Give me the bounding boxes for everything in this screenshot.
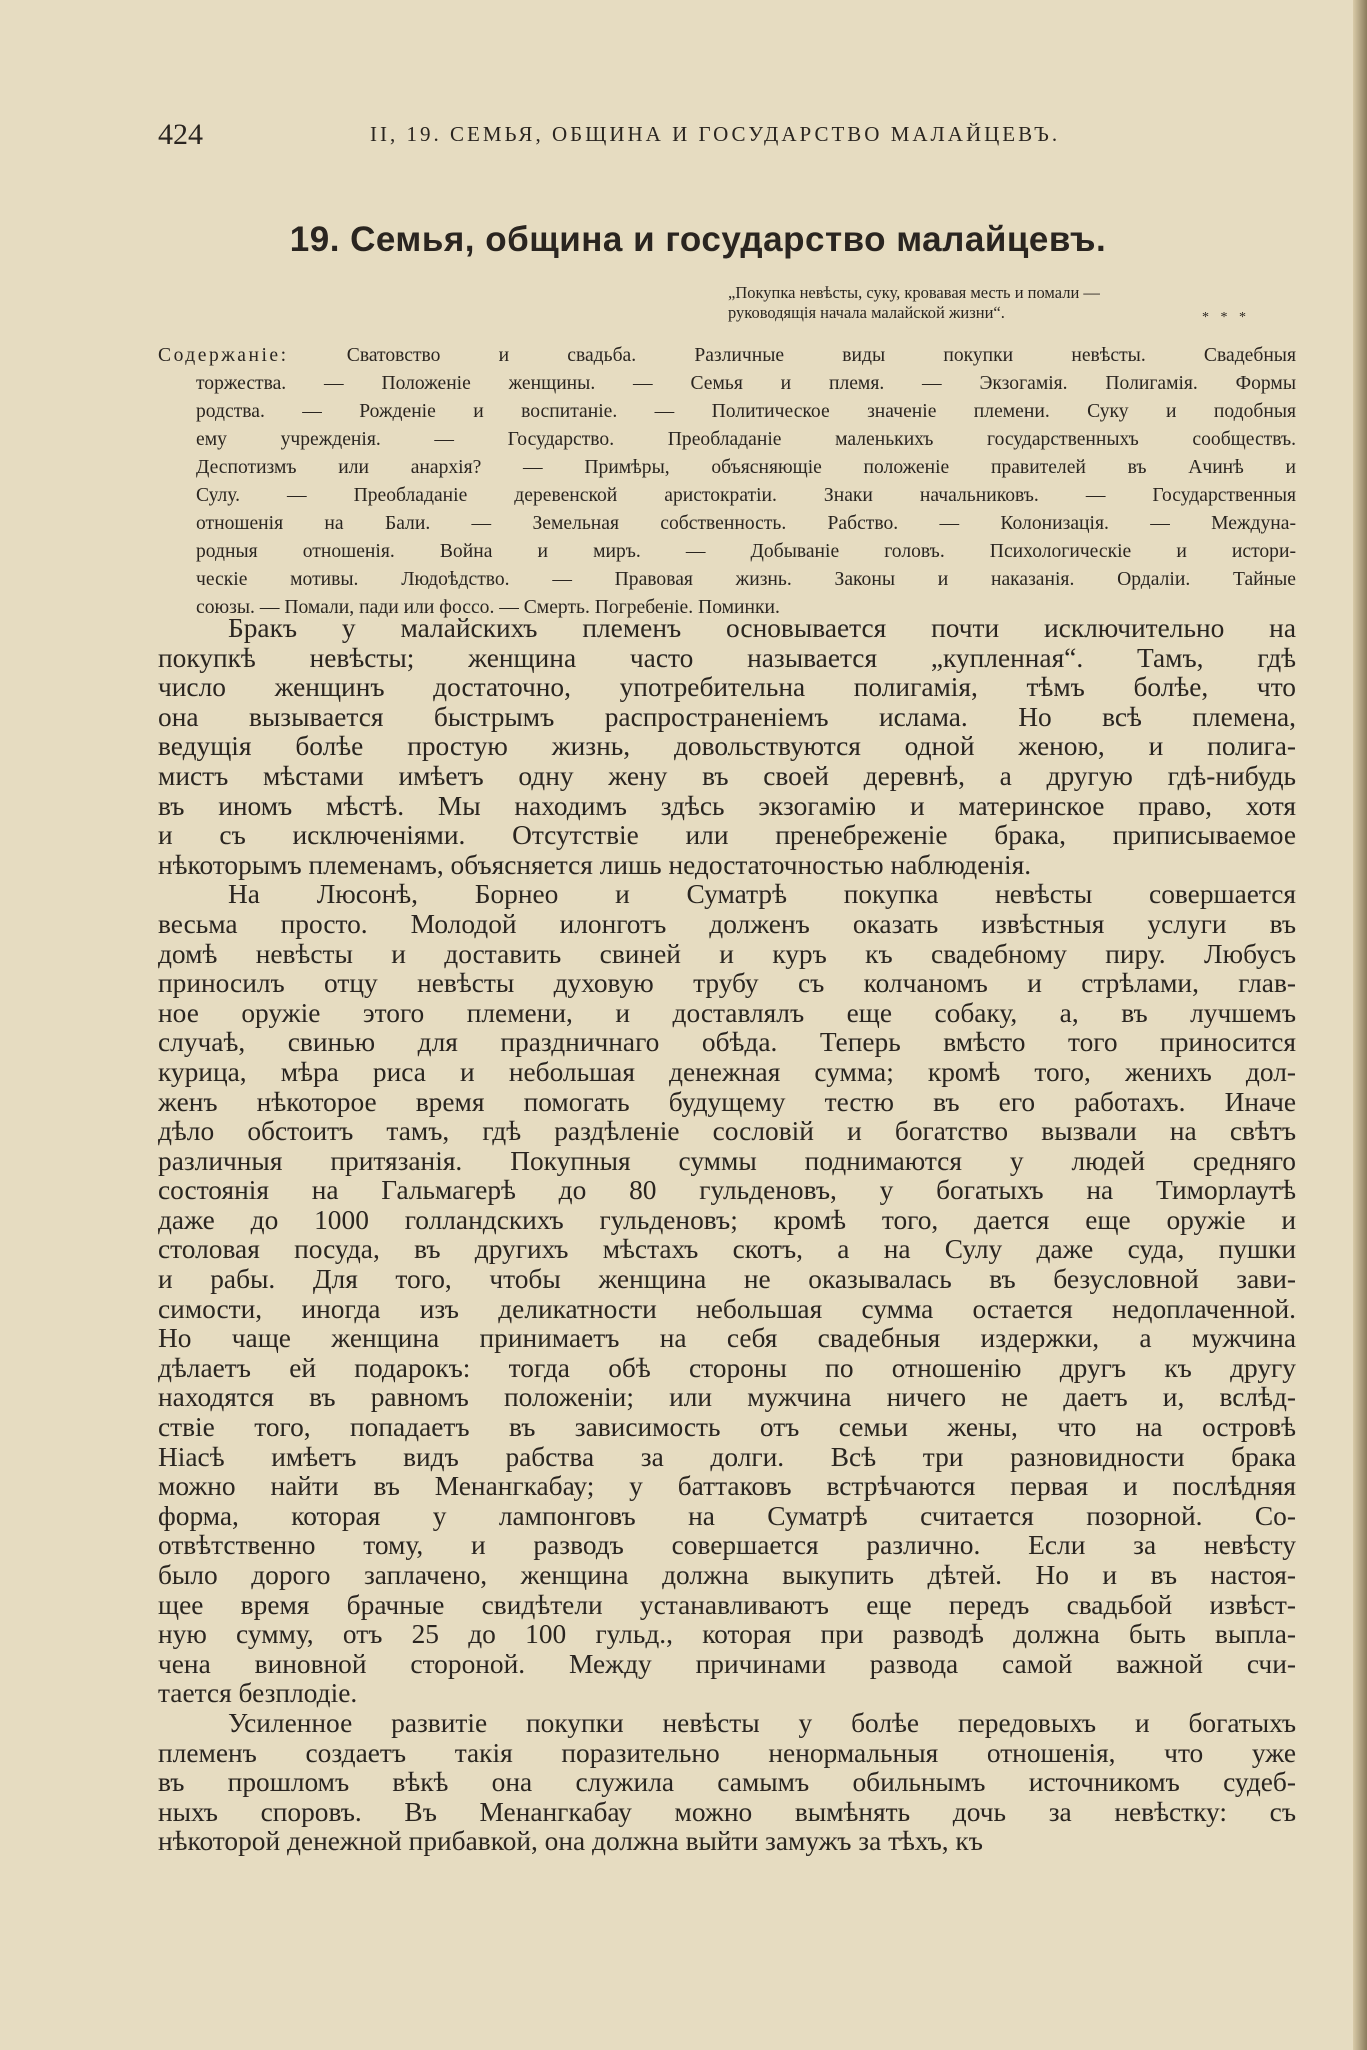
body-text bbox=[158, 614, 1296, 1857]
summary-line: союзы. — Помали, пади или фоссо. — Смерть. Погребеніе. Поминки. bbox=[196, 597, 780, 618]
body-line: находятся въ равномъ положеніи; или мужчина ничего не даетъ и, вслѣд- bbox=[158, 1383, 1296, 1413]
summary-line: родства. — Рожденіе и воспитаніе. — Политическое значеніе племени. Суку и подобныя bbox=[196, 401, 1296, 422]
body-line: столовая посуда, въ другихъ мѣстахъ скотъ, а на Сулу даже суда, пушки bbox=[158, 1235, 1296, 1265]
running-title: II, 19. СЕМЬЯ, ОБЩИНА И ГОСУДАРСТВО МАЛАЙЦЕВЪ. bbox=[370, 122, 1061, 146]
running-head bbox=[158, 118, 1238, 158]
body-line: ведущія болѣе простую жизнь, довольствуются одной женою, и полига- bbox=[158, 732, 1296, 762]
body-line: щее время брачные свидѣтели устанавливаютъ еще передъ свадьбой извѣст- bbox=[158, 1590, 1296, 1620]
body-line: ную сумму, отъ 25 до 100 гульд., которая при разводѣ должна быть выпла- bbox=[158, 1620, 1296, 1650]
body-line: въ иномъ мѣстѣ. Мы находимъ здѣсь экзогамію и материнское право, хотя bbox=[158, 791, 1296, 821]
body-line: дѣлаетъ ей подарокъ: тогда обѣ стороны по отношенію другъ къ другу bbox=[158, 1353, 1296, 1383]
body-line: На Люсонѣ, Борнео и Суматрѣ покупка невѣсты совершается bbox=[228, 880, 1296, 910]
summary-line: Содержаніе: Сватовство и свадьба. Различные виды покупки невѣсты. Свадебныя bbox=[158, 345, 1296, 366]
body-line: форма, которая у лампонговъ на Суматрѣ считается позорной. Со- bbox=[158, 1501, 1296, 1531]
body-line: и съ исключеніями. Отсутствіе или пренебреженіе брака, приписываемое bbox=[158, 821, 1296, 851]
body-line: Усиленное развитіе покупки невѣсты у болѣе передовыхъ и богатыхъ bbox=[228, 1708, 1296, 1738]
body-line: и рабы. Для того, чтобы женщина не оказывалась въ безусловной зави- bbox=[158, 1265, 1296, 1295]
epigraph-line: руководящія начала малайской жизни“. bbox=[728, 303, 1005, 322]
body-line: число женщинъ достаточно, употребительна полигамія, тѣмъ болѣе, что bbox=[158, 673, 1296, 703]
summary-line: торжества. — Положеніе женщины. — Семья и племя. — Экзогамія. Полигамія. Формы bbox=[196, 373, 1296, 394]
body-line: весьма просто. Молодой илонготъ долженъ оказать извѣстныя услуги въ bbox=[158, 909, 1296, 939]
body-line: отвѣтственно тому, и разводъ совершается различно. Если за невѣсту bbox=[158, 1531, 1296, 1561]
body-line: мистъ мѣстами имѣетъ одну жену въ своей деревнѣ, а другую гдѣ-нибудь bbox=[158, 761, 1296, 791]
summary-line: ему учрежденія. — Государство. Преобладаніе маленькихъ государственныхъ сообществъ. bbox=[196, 429, 1296, 450]
body-line: можно найти въ Менангкабау; у баттаковъ встрѣчаются первая и послѣдняя bbox=[158, 1472, 1296, 1502]
body-line: женъ нѣкоторое время помогать будущему тестю въ его работахъ. Иначе bbox=[158, 1087, 1296, 1117]
body-line: курица, мѣра риса и небольшая денежная сумма; кромѣ того, женихъ дол- bbox=[158, 1057, 1296, 1087]
summary-label: Содержаніе: bbox=[158, 345, 289, 366]
summary-line: родныя отношенія. Война и миръ. — Добываніе головъ. Психологическіе и истори- bbox=[196, 541, 1296, 562]
epigraph-stars: * * * bbox=[1202, 310, 1250, 325]
body-line: нѣкоторымъ племенамъ, объясняется лишь недостаточностью наблюденія. bbox=[158, 850, 1032, 880]
body-line: состоянія на Гальмагерѣ до 80 гульденовъ, у богатыхъ на Тиморлаутѣ bbox=[158, 1176, 1296, 1206]
summary-line: Сулу. — Преобладаніе деревенской аристократіи. Знаки начальниковъ. — Государственныя bbox=[196, 485, 1296, 506]
body-line: чена виновной стороной. Между причинами развода самой важной счи- bbox=[158, 1649, 1296, 1679]
body-line: она вызывается быстрымъ распространеніемъ ислама. Но всѣ племена, bbox=[158, 702, 1296, 732]
chapter-title: 19. Семья, община и государство малайцевъ. bbox=[289, 220, 1107, 259]
body-line: дѣло обстоитъ тамъ, гдѣ раздѣленіе сословій и богатство вызвали на свѣтъ bbox=[158, 1117, 1296, 1147]
body-line: случаѣ, свинью для праздничнаго обѣда. Теперь вмѣсто того приносится bbox=[158, 1028, 1296, 1058]
summary-line: ческіе мотивы. Людоѣдство. — Правовая жизнь. Законы и наказанія. Ордаліи. Тайные bbox=[196, 569, 1296, 590]
summary-line: Деспотизмъ или анархія? — Примѣры, объясняющіе положеніе правителей въ Ачинѣ и bbox=[196, 457, 1296, 478]
body-line: ствіе того, попадаетъ въ зависимость отъ семьи жены, что на островѣ bbox=[158, 1413, 1296, 1443]
body-line: тается безплодіе. bbox=[158, 1679, 358, 1709]
body-line: домѣ невѣсты и доставить свиней и куръ къ свадебному пиру. Любусъ bbox=[158, 939, 1296, 969]
body-line: Ніасѣ имѣетъ видъ рабства за долги. Всѣ три разновидности брака bbox=[158, 1442, 1296, 1472]
body-line: въ прошломъ вѣкѣ она служила самымъ обильнымъ источникомъ судеб- bbox=[158, 1768, 1296, 1798]
body-line: симости, иногда изъ деликатности небольшая сумма остается недоплаченной. bbox=[158, 1294, 1296, 1324]
body-line: даже до 1000 голландскихъ гульденовъ; кромѣ того, дается еще оружіе и bbox=[158, 1205, 1296, 1235]
body-line: ное оружіе этого племени, и доставлялъ еще собаку, а, въ лучшемъ bbox=[158, 998, 1296, 1028]
page-edge bbox=[1353, 0, 1367, 2050]
body-line: Но чаще женщина принимаетъ на себя свадебныя издержки, а мужчина bbox=[158, 1324, 1296, 1354]
body-line: покупкѣ невѣсты; женщина часто называется „купленная“. Тамъ, гдѣ bbox=[158, 643, 1296, 673]
page-number: 424 bbox=[158, 118, 203, 151]
body-line: племенъ создаетъ такія поразительно ненормальныя отношенія, что уже bbox=[158, 1738, 1296, 1768]
body-line: Бракъ у малайскихъ племенъ основывается почти исключительно на bbox=[228, 614, 1296, 643]
epigraph-line: „Покупка невѣсты, суку, кровавая месть и помали — bbox=[728, 283, 1100, 302]
body-line: приносилъ отцу невѣсты духовую трубу съ колчаномъ и стрѣлами, глав- bbox=[158, 969, 1296, 999]
body-line: различныя притязанія. Покупныя суммы поднимаются у людей средняго bbox=[158, 1146, 1296, 1176]
chapter-summary bbox=[158, 342, 1296, 622]
body-line: ныхъ споровъ. Въ Менангкабау можно вымѣнять дочь за невѣстку: съ bbox=[158, 1797, 1296, 1827]
body-line: было дорого заплачено, женщина должна выкупить дѣтей. Но и въ настоя- bbox=[158, 1561, 1296, 1590]
body-line: нѣкоторой денежной прибавкой, она должна выйти замужъ за тѣхъ, къ bbox=[158, 1827, 983, 1857]
summary-line: отношенія на Бали. — Земельная собственность. Рабство. — Колонизація. — Междуна- bbox=[196, 513, 1296, 534]
